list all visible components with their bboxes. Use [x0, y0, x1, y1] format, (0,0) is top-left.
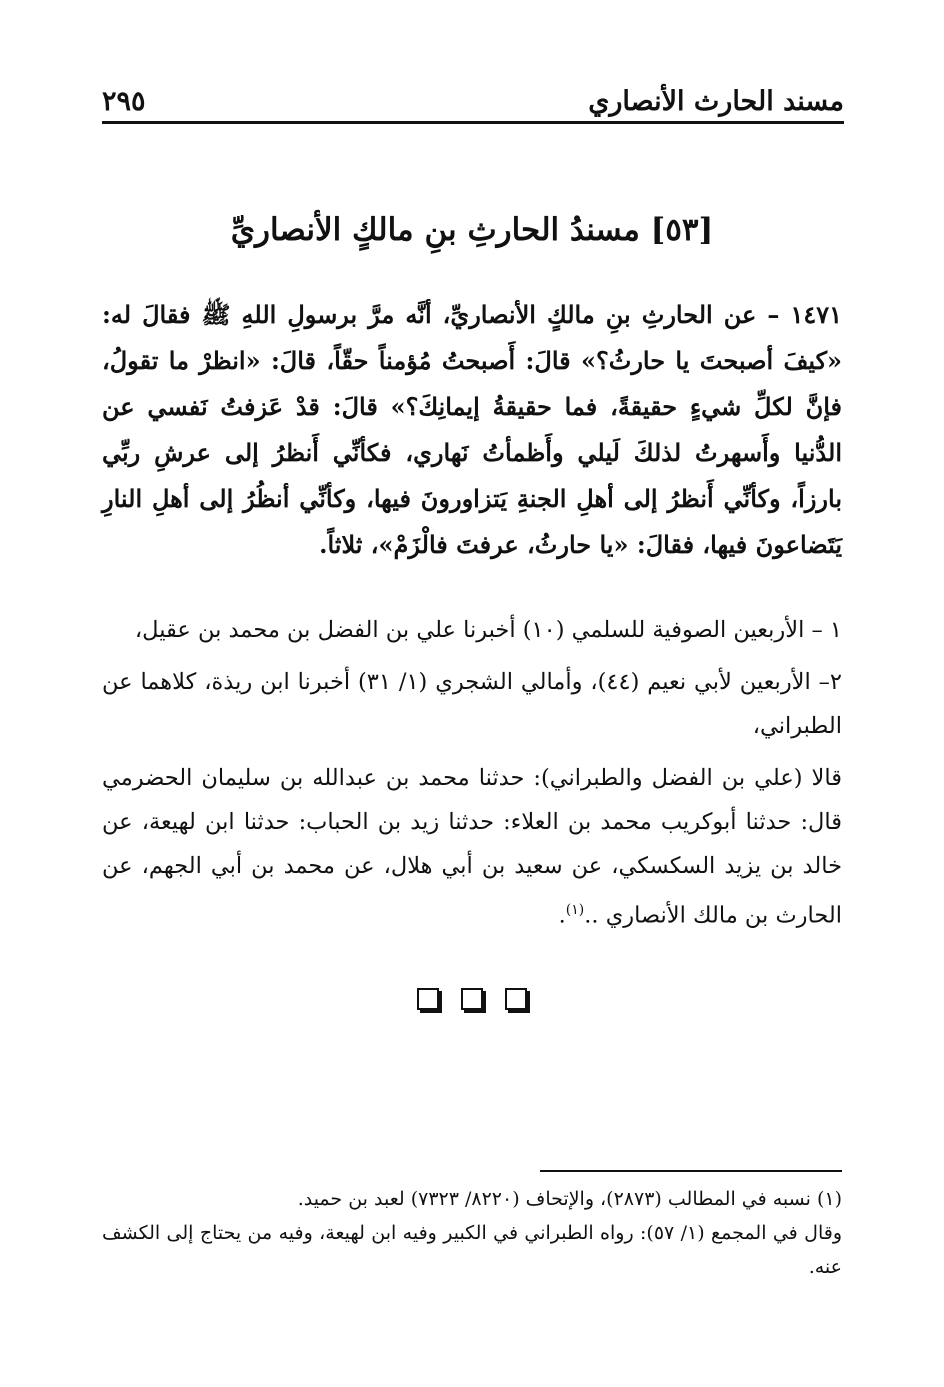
page-number: ٢٩٥ [102, 86, 146, 117]
separator-box-icon [461, 988, 483, 1010]
running-title: مسند الحارث الأنصاري [588, 86, 844, 117]
separator-box-icon [505, 988, 527, 1010]
hadith-text: ١٤٧١ – عن الحارثِ بنِ مالكٍ الأنصاريِّ، أنَّه مرَّ برسولِ اللهِ ﷺ فقالَ له: «كيفَ أصبحتَ يا حارثُ؟» قالَ: أَصبحتُ مُؤمناً حقّاً، قالَ: «انظرْ ما تقولُ، فإنَّ لكلِّ شيءٍ حقيقةً، فما حقيقةُ إيمانِكَ؟» قالَ: قدْ عَزفتُ نَفسي عن الدُّنيا وأَسهرتُ لذلكَ لَيلي وأَظمأتُ نَهاري، فكأنِّي أَنظرُ إلى عرشِ ربِّي بارزاً، وكأنِّي أَنظرُ إلى أهلِ الجنةِ يَتزاورونَ فيها، وكأنِّي أنظُرُ إلى أهلِ النارِ يَتَضاعونَ فيها، فقالَ: «يا حارثُ، عرفتَ فالْزَمْ»، ثلاثاً. [102, 300, 843, 559]
footnote-1: (١) نسبه في المطالب (٢٨٧٣)، والإتحاف (٨٢٢٠/ ٧٣٢٣) لعبد بن حميد. [297, 1188, 842, 1210]
chapter-title: [٥٣] مسندُ الحارثِ بنِ مالكٍ الأنصاريِّ [230, 212, 714, 248]
footnote-reference: (١) [565, 902, 585, 918]
page-header [102, 74, 844, 124]
footnote-1-continued: وقال في المجمع (١/ ٥٧): رواه الطبراني في الكبير وفيه ابن لهيعة، وفيه من يحتاج إلى الكشف عنه. [102, 1222, 842, 1278]
source-line-2: ٢– الأربعين لأبي نعيم (٤٤)، وأمالي الشجري (١/ ٣١) أخبرنا ابن ريذة، كلاهما عن الطبراني، [102, 669, 843, 739]
isnad-text: قالا (علي بن الفضل والطبراني): حدثنا محمد بن عبدالله بن سليمان الحضرمي قال: حدثنا أبوكريب محمد بن العلاء: حدثنا زيد بن الحباب: حدثنا ابن لهيعة، عن خالد بن يزيد السكسكي، عن سعيد بن أبي هلال، عن محمد بن أبي الجهم، عن الحارث بن مالك الأنصاري .. [102, 765, 842, 929]
sources-block [102, 608, 842, 938]
isnad-paragraph: قالا (علي بن الفضل والطبراني): حدثنا محمد بن عبدالله بن سليمان الحضرمي قال: حدثنا أبوكريب محمد بن العلاء: حدثنا زيد بن الحباب: حدثنا ابن لهيعة، عن خالد بن يزيد السكسكي، عن سعيد بن أبي هلال، عن محمد بن أبي الجهم، عن الحارث بن مالك الأنصاري ..$^{(١)}$. [102, 765, 842, 929]
source-line-1: ١ – الأربعين الصوفية للسلمي (١٠) أخبرنا علي بن الفضل بن محمد بن عقيل، [134, 617, 842, 643]
footnotes-block [102, 1182, 842, 1284]
separator-box-icon [417, 988, 439, 1010]
footnote-divider [540, 1170, 842, 1172]
section-separator [0, 988, 944, 1010]
